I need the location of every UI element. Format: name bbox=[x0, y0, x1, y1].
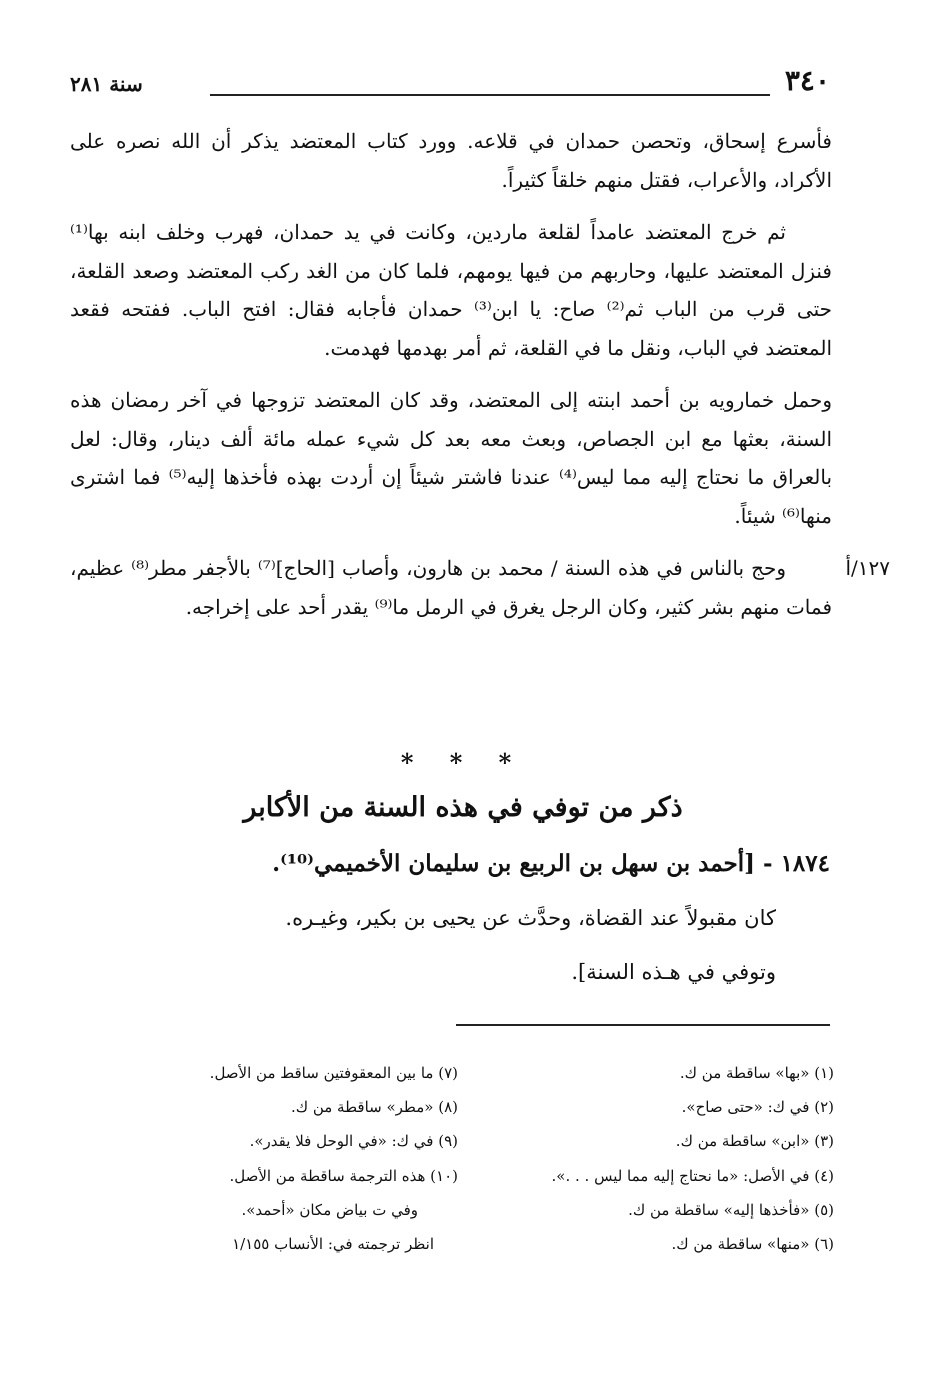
folio-paragraph bbox=[70, 549, 890, 626]
footnote: (٣) «ابن» ساقطة من ك. bbox=[675, 1132, 834, 1151]
year-label: سنة ٢٨١ bbox=[70, 72, 143, 96]
running-header bbox=[70, 64, 830, 104]
footnote: (٧) ما بين المعقوفتين ساقط من الأصل. bbox=[209, 1064, 458, 1082]
footnote: (٦) «منها» ساقطة من ك. bbox=[671, 1235, 834, 1254]
entry-line: وتوفي في هـذه السنة]. bbox=[571, 960, 776, 984]
section-title: ذكر من توفي في هذه السنة من الأكابر bbox=[243, 792, 683, 823]
footnotes-left-column bbox=[158, 1056, 458, 1261]
footnote: (١) «بها» ساقطة من ك. bbox=[679, 1064, 834, 1082]
footnote: (٢) في ك: «حتى صاح». bbox=[681, 1098, 834, 1117]
footnote-continuation: انظر ترجمته في: الأنساب ١/١٥٥ bbox=[232, 1235, 434, 1254]
header-rule bbox=[210, 94, 770, 96]
paragraph: وحمل خمارويه بن أحمد ابنته إلى المعتضد، وقد كان المعتضد تزوجها في آخر رمضان هذه السنة، بعثها مع ابن الجصاص، وبعث معه بعد كل شيء عمله مائة ألف دينار، وقال: لعل بالعراق ما نحتاج إليه مما ليس⁽⁴⁾ عندنا فاشتر شيئاً إن أردت بهذه فأخذها إليه⁽⁵⁾ فما اشترى منها⁽⁶⁾ شيئاً. bbox=[70, 388, 833, 528]
footnote-continuation: وفي ت بياض مكان «أحمد». bbox=[241, 1200, 418, 1219]
footnote: (٩) في ك: «في الوحل فلا يقدر». bbox=[249, 1132, 458, 1151]
footnote: (٥) «فأخذها إليه» ساقطة من ك. bbox=[628, 1200, 834, 1219]
paragraph: فأسرع إسحاق، وتحصن حمدان في قلاعه. وورد كتاب المعتضد يذكر أن الله نصره على الأكراد، والأعراب، فقتل منهم خلقاً كثيراً. bbox=[70, 129, 832, 192]
paragraph: وحج بالناس في هذه السنة / محمد بن هارون، وأصاب [الحاج]⁽⁷⁾ بالأجفر مطر⁽⁸⁾ عظيم، فمات منهم بشر كثير، وكان الرجل يغرق في الرمل ما⁽⁹⁾ يقدر أحد على إخراجه. bbox=[70, 556, 832, 619]
footnote-rule bbox=[456, 1024, 830, 1026]
page-number: ٣٤٠ bbox=[784, 64, 830, 97]
paragraph: ثم خرج المعتضد عامداً لقلعة ماردين، وكانت في يد حمدان، فهرب وخلف ابنه بها⁽¹⁾ فنزل المعتضد عليها، وحاربهم من فيها يومهم، فلما كان من الغد ركب المعتضد وصعد القلعة، حتى قرب من الباب ثم⁽²⁾ صاح: يا ابن⁽³⁾ حمدان فأجابه فقال: افتح الباب. ففتحه فقعد المعتضد في الباب، ونقل ما في القلعة، ثم أمر بهدمها فهدمت. bbox=[70, 220, 832, 360]
footnotes-right-column bbox=[474, 1056, 834, 1261]
folio-reference: ١٢٧/أ bbox=[845, 556, 890, 580]
footnote: (٨) «مطر» ساقطة من ك. bbox=[290, 1098, 458, 1117]
footnote: (٤) في الأصل: «ما نحتاج إليه مما ليس . . .». bbox=[551, 1166, 834, 1185]
footnote: (١٠) هذه الترجمة ساقطة من الأصل. bbox=[229, 1166, 458, 1185]
entry-title: ١٨٧٤ - [أحمد بن سهل بن الربيع بن سليمان الأخميمي⁽¹⁰⁾. bbox=[272, 850, 830, 877]
main-text bbox=[70, 122, 890, 640]
section-divider: * * * bbox=[400, 748, 526, 777]
entry-line: كان مقبولاً عند القضاة، وحدَّث عن يحيى بن بكير، وغيـره. bbox=[285, 906, 776, 930]
